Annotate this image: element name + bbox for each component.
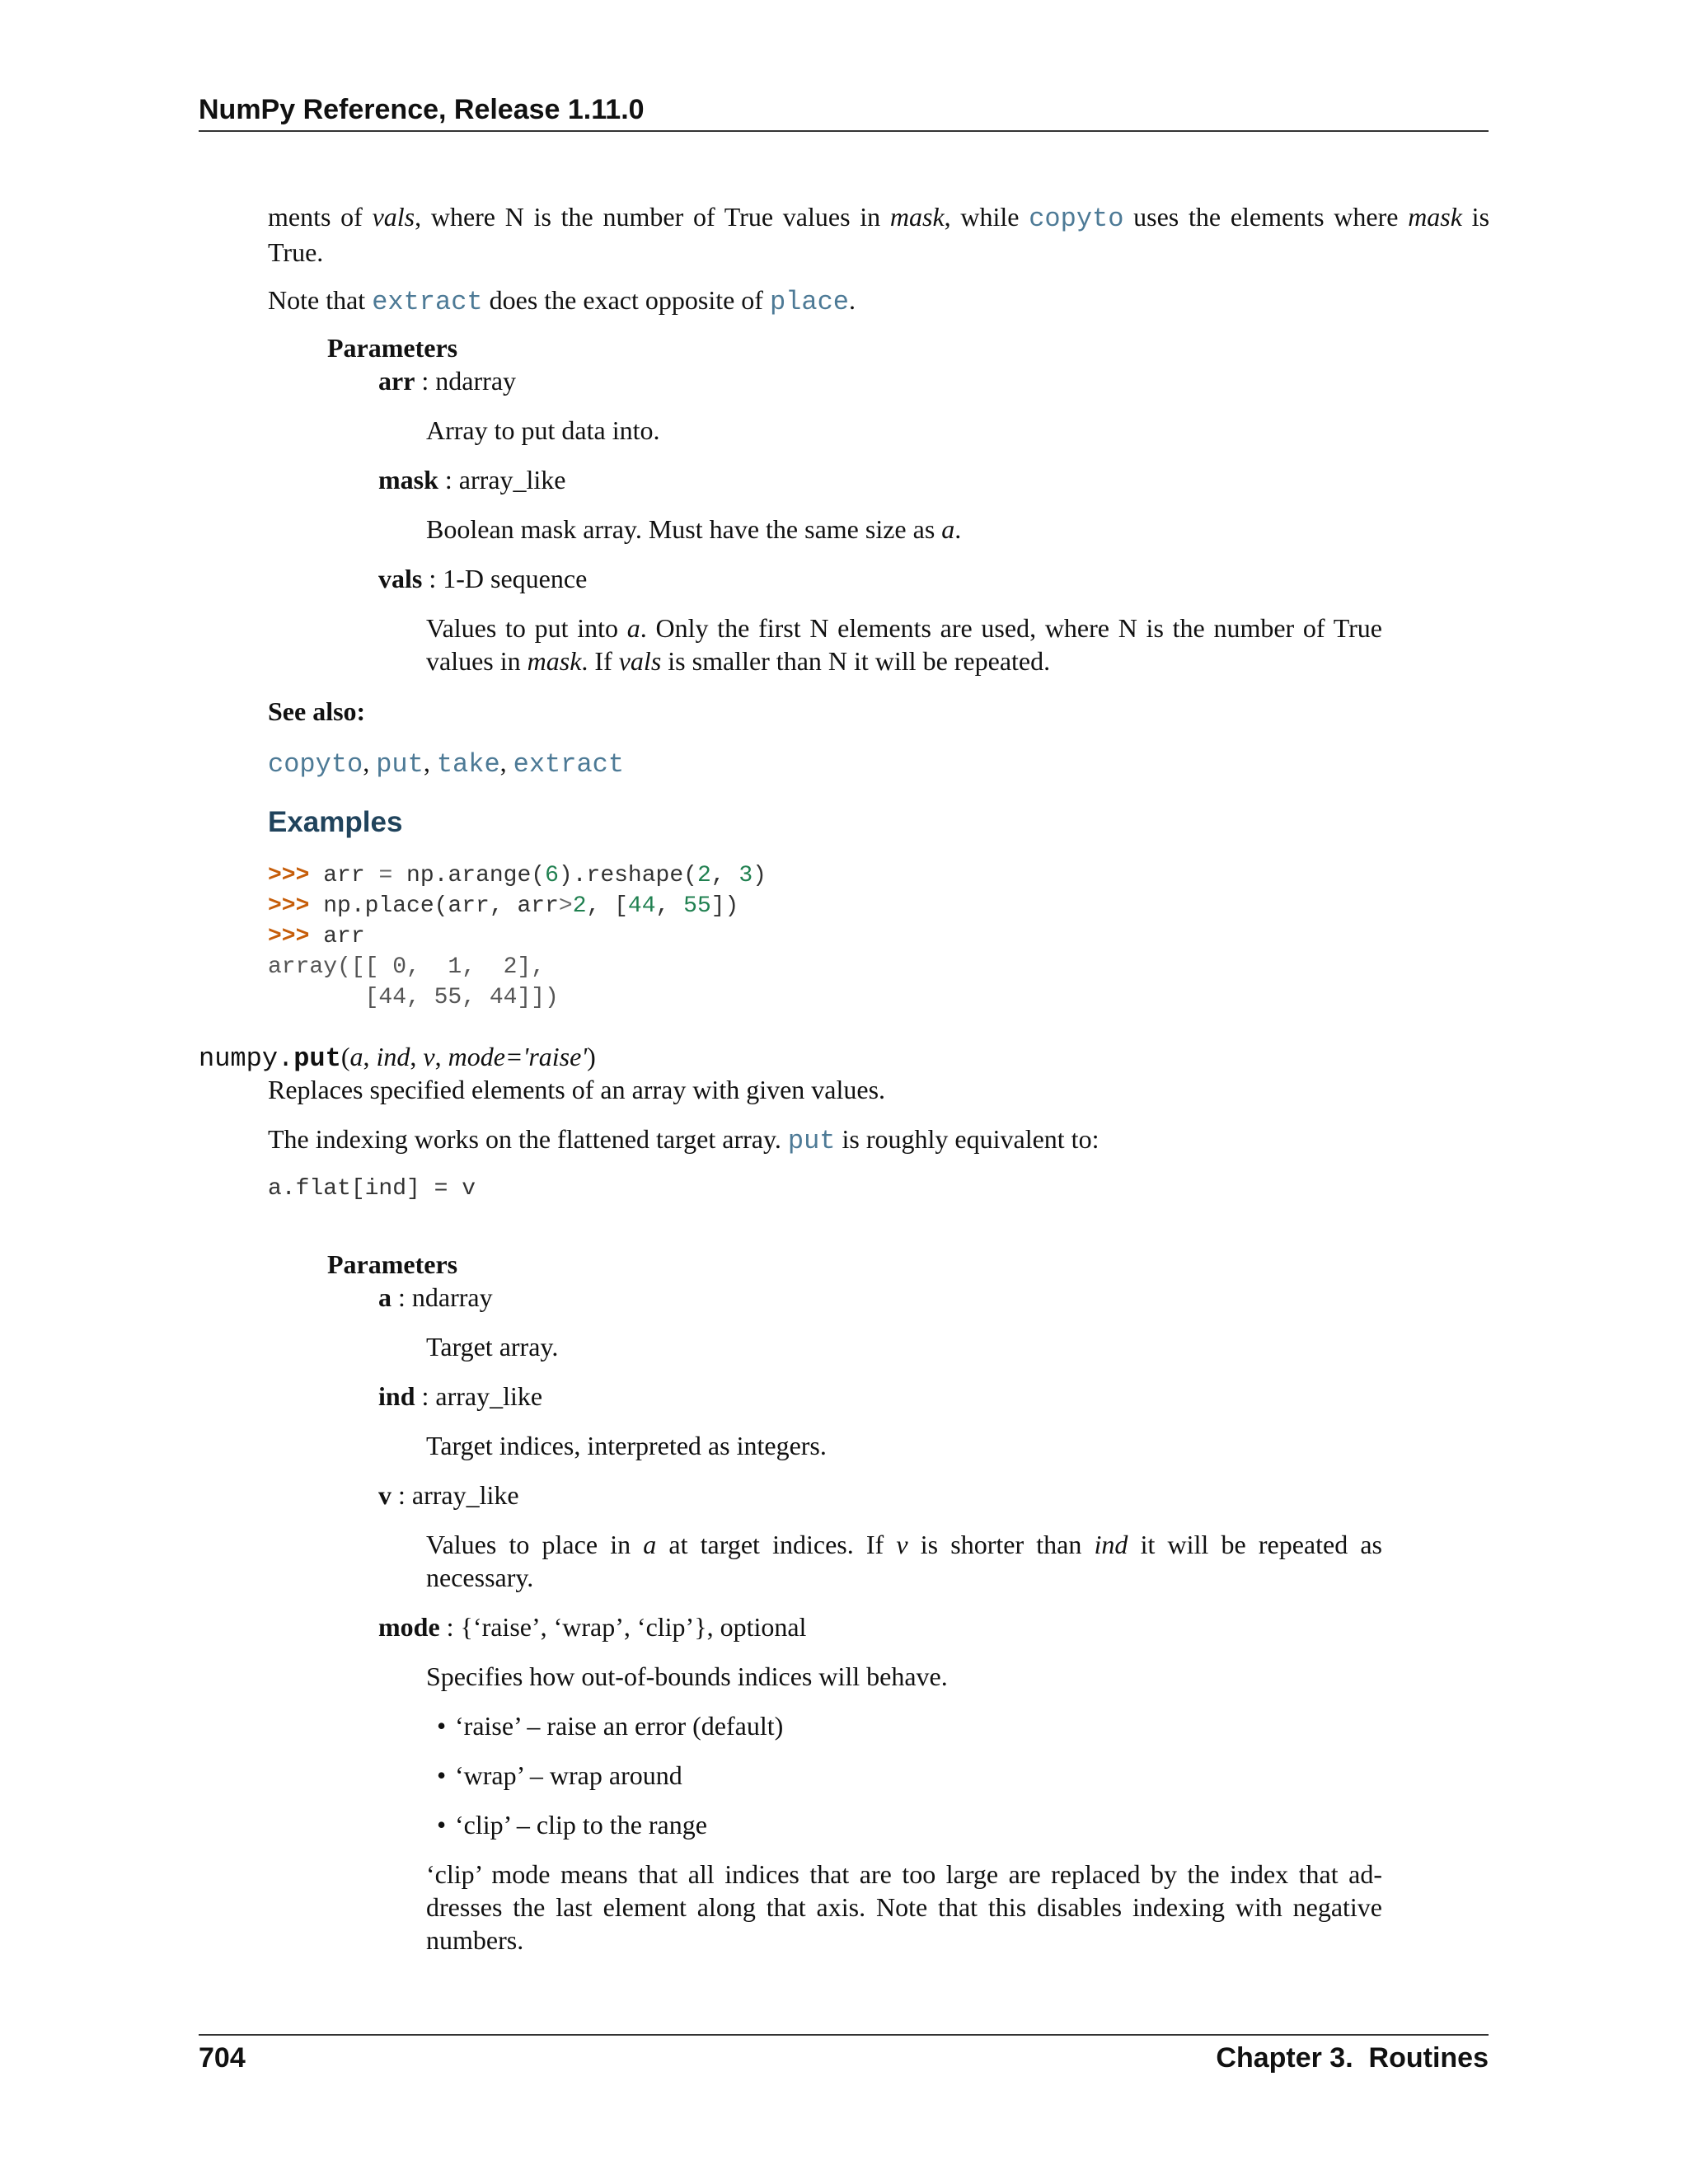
xref-link-place[interactable]: place bbox=[769, 287, 849, 317]
text-segment: Target array. bbox=[426, 1332, 559, 1361]
code-token: array([[ 0, 1, 2], bbox=[268, 954, 546, 980]
emphasis-text: a bbox=[643, 1530, 657, 1559]
code-token: np.place(arr, arr bbox=[309, 893, 559, 919]
param-type: : array_like bbox=[415, 1381, 543, 1411]
code-token: , bbox=[655, 893, 684, 919]
code-token: = bbox=[378, 863, 393, 888]
param-name: mode bbox=[378, 1612, 440, 1642]
emphasis-text: v bbox=[896, 1530, 908, 1559]
link-extract[interactable]: extract bbox=[513, 749, 625, 780]
param-name: arr bbox=[378, 366, 415, 396]
emphasis-text: mode='raise' bbox=[448, 1042, 588, 1071]
put-param-ind-desc bbox=[426, 1429, 1382, 1462]
put-param-mode-desc bbox=[426, 1660, 1382, 1693]
text-segment: , bbox=[363, 1042, 377, 1071]
code-token: 3 bbox=[738, 863, 753, 888]
intro-paragraph-1 bbox=[268, 200, 1489, 269]
code-line bbox=[268, 860, 767, 891]
put-param-a-desc bbox=[426, 1330, 1382, 1363]
text-segment: ) bbox=[587, 1042, 596, 1071]
put-param-a bbox=[378, 1281, 493, 1314]
text-segment: ments of bbox=[268, 202, 373, 232]
function-signature bbox=[199, 1040, 596, 1076]
put-param-v-desc bbox=[426, 1528, 1382, 1594]
link-copyto[interactable]: copyto bbox=[268, 749, 363, 780]
header-rule bbox=[199, 130, 1489, 132]
code-line bbox=[268, 982, 767, 1013]
code-prompt: >>> bbox=[268, 863, 310, 888]
see-also-label: See also: bbox=[268, 696, 366, 726]
text-segment: . bbox=[954, 514, 962, 544]
param-name: ind bbox=[378, 1381, 415, 1411]
examples-code-block bbox=[268, 860, 767, 1013]
param-name: v bbox=[378, 1480, 392, 1510]
code-token: arr bbox=[309, 924, 365, 949]
code-line bbox=[268, 891, 767, 921]
text-segment: . Only the first N elements are used, where N is the number of True values in bbox=[426, 613, 1383, 676]
code-token: 55 bbox=[683, 893, 711, 919]
text-segment: Values to place in bbox=[426, 1530, 644, 1559]
put-param-v bbox=[378, 1479, 519, 1511]
text-segment: The indexing works on the flattened target array. bbox=[268, 1124, 788, 1154]
text-segment: ( bbox=[340, 1042, 350, 1071]
examples-heading: Examples bbox=[268, 806, 403, 838]
code-token: , [ bbox=[586, 893, 628, 919]
param-type: : array_like bbox=[438, 465, 566, 494]
text-segment: at target indices. If bbox=[656, 1530, 897, 1559]
emphasis-text: ind bbox=[1094, 1530, 1128, 1559]
emphasis-text: a bbox=[941, 514, 955, 544]
code-token: ]) bbox=[710, 893, 739, 919]
text-segment: uses the elements where bbox=[1123, 202, 1409, 232]
code-token: 2 bbox=[696, 863, 711, 888]
text-segment: Target indices, interpreted as integers. bbox=[426, 1431, 827, 1460]
code-token: 6 bbox=[545, 863, 559, 888]
text-segment: it will be repeated as necessary. bbox=[426, 1530, 1383, 1592]
code-line bbox=[268, 952, 767, 982]
text-segment: is True. bbox=[268, 202, 1490, 267]
code-prompt: >>> bbox=[268, 924, 310, 949]
text-segment: . If bbox=[581, 646, 619, 676]
text-segment: , while bbox=[944, 202, 1029, 232]
xref-link-put[interactable]: put bbox=[787, 1126, 836, 1156]
chapter-label: Chapter 3. Routines bbox=[1216, 2042, 1489, 2074]
mode-note: ‘clip’ mode means that all indices that are too large are replaced by the index that addresses the last element along that axis. Note that this disables indexing with negative numbers. bbox=[426, 1859, 1382, 1955]
emphasis-text: v bbox=[423, 1042, 435, 1071]
code-token: [44, 55, 44]]) bbox=[268, 985, 559, 1010]
text-segment: Array to put data into. bbox=[426, 415, 660, 445]
parameters-heading: Parameters bbox=[327, 333, 458, 363]
mode-bullet-wrap: • ‘wrap’ – wrap around bbox=[455, 1759, 682, 1792]
text-segment: is shorter than bbox=[907, 1530, 1095, 1559]
code-token: 44 bbox=[627, 893, 656, 919]
emphasis-text: vals bbox=[618, 646, 662, 676]
text-segment: Note that bbox=[268, 285, 373, 315]
text-segment: . bbox=[848, 285, 856, 315]
page-number: 704 bbox=[199, 2042, 246, 2074]
put-parameters-heading: Parameters bbox=[327, 1249, 458, 1279]
intro-paragraph-2 bbox=[268, 284, 1489, 319]
emphasis-text: ind bbox=[376, 1042, 410, 1071]
param-name: mask bbox=[378, 465, 438, 494]
param-mask-desc bbox=[426, 513, 1382, 546]
code-line bbox=[268, 921, 767, 952]
running-header: NumPy Reference, Release 1.11.0 bbox=[199, 94, 645, 125]
xref-link-copyto[interactable]: copyto bbox=[1029, 204, 1124, 234]
code-prompt: >>> bbox=[268, 893, 310, 919]
param-mask bbox=[378, 463, 566, 496]
code-token: > bbox=[558, 893, 573, 919]
xref-link-extract[interactable]: extract bbox=[372, 287, 483, 317]
emphasis-text: mask bbox=[889, 202, 945, 232]
param-vals-desc bbox=[426, 612, 1382, 677]
put-param-ind bbox=[378, 1380, 542, 1413]
code-token: np.arange( bbox=[392, 863, 546, 888]
param-type: : 1-D sequence bbox=[422, 564, 588, 593]
emphasis-text: vals bbox=[372, 202, 415, 232]
code-token: ).reshape( bbox=[558, 863, 697, 888]
param-vals bbox=[378, 562, 587, 595]
text-segment: , bbox=[410, 1042, 424, 1071]
mode-bullet-raise: • ‘raise’ – raise an error (default) bbox=[455, 1709, 783, 1742]
code-token: arr bbox=[309, 863, 379, 888]
param-type: : ndarray bbox=[392, 1282, 493, 1312]
text-segment: does the exact opposite of bbox=[482, 285, 770, 315]
signature-name: put bbox=[293, 1043, 341, 1074]
param-name: vals bbox=[378, 564, 423, 593]
param-name: a bbox=[378, 1282, 392, 1312]
text-segment: Boolean mask array. Must have the same size as bbox=[426, 514, 942, 544]
emphasis-text: a bbox=[349, 1042, 363, 1071]
link-take[interactable]: take bbox=[436, 749, 500, 780]
text-segment: , where N is the number of True values in bbox=[415, 202, 890, 232]
put-paragraph bbox=[268, 1122, 1489, 1158]
code-token: , bbox=[710, 863, 739, 888]
mode-bullet-clip: • ‘clip’ – clip to the range bbox=[455, 1808, 707, 1841]
emphasis-text: a bbox=[626, 613, 640, 643]
footer-rule bbox=[199, 2034, 1489, 2036]
code-token: 2 bbox=[572, 893, 587, 919]
emphasis-text: mask bbox=[527, 646, 582, 676]
text-segment: Values to put into bbox=[426, 613, 627, 643]
param-arr-desc bbox=[426, 414, 1382, 447]
signature-args bbox=[341, 1042, 596, 1071]
param-type: : {‘raise’, ‘wrap’, ‘clip’}, optional bbox=[439, 1612, 807, 1642]
see-also-links: copyto, put, take, extract bbox=[268, 748, 625, 780]
link-put[interactable]: put bbox=[376, 749, 424, 780]
param-type: : ndarray bbox=[415, 366, 517, 396]
text-segment: , bbox=[434, 1042, 448, 1071]
put-summary: Replaces specified elements of an array with given values. bbox=[268, 1075, 886, 1104]
put-code-example: a.flat[ind] = v bbox=[268, 1176, 476, 1202]
text-segment: is smaller than N it will be repeated. bbox=[661, 646, 1051, 676]
text-segment: Specifies how out-of-bounds indices will behave. bbox=[426, 1661, 948, 1691]
param-type: : array_like bbox=[392, 1480, 519, 1510]
param-arr bbox=[378, 364, 516, 397]
text-segment: is roughly equivalent to: bbox=[835, 1124, 1100, 1154]
emphasis-text: mask bbox=[1408, 202, 1462, 232]
signature-module: numpy. bbox=[199, 1043, 294, 1074]
code-token: ) bbox=[753, 863, 767, 888]
put-param-mode bbox=[378, 1610, 806, 1643]
